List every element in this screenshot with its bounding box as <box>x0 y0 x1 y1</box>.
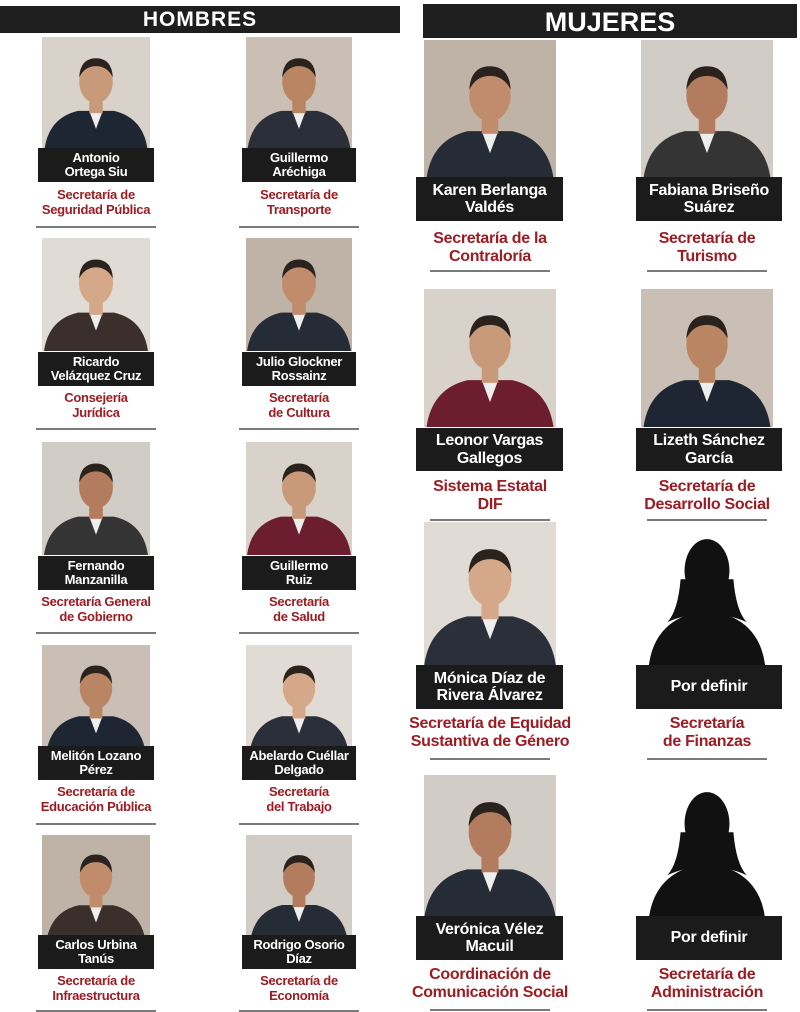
official-name: Carlos Urbina Tanús <box>38 935 154 969</box>
official-name: Mónica Díaz de Rivera Álvarez <box>416 665 563 709</box>
official-position: Secretaría de Equidad Sustantiva de Género <box>409 715 571 750</box>
official-position: Sistema Estatal DIF <box>433 478 547 513</box>
portrait-photo <box>42 37 150 149</box>
portrait-photo <box>424 40 556 178</box>
official-position: Secretaría de Seguridad Pública <box>41 187 151 217</box>
official-name: Leonor Vargas Gallegos <box>416 428 563 471</box>
official-name: Ricardo Velázquez Cruz <box>38 352 154 386</box>
portrait-photo <box>641 289 773 427</box>
official-position: Secretaría de Economía <box>260 973 338 1003</box>
divider-rule <box>239 226 359 228</box>
divider-rule <box>36 428 156 430</box>
women-header: MUJERES <box>423 4 797 38</box>
men-header: HOMBRES <box>0 6 400 33</box>
official-name: Guillermo Aréchiga <box>242 148 356 182</box>
official-position: Secretaría de Administración <box>650 966 764 1001</box>
divider-rule <box>647 270 767 272</box>
official-position: Secretaría de Turismo <box>658 230 756 265</box>
divider-rule <box>430 270 550 272</box>
official-position: Secretaría de Transporte <box>260 187 338 217</box>
official-position: Secretaría de Infraestructura <box>52 973 140 1003</box>
portrait-photo <box>246 442 352 555</box>
divider-rule <box>430 519 550 521</box>
portrait-photo <box>42 645 150 753</box>
portrait-photo <box>246 835 352 941</box>
official-name: Julio Glockner Rossainz <box>242 352 356 386</box>
official-name: Verónica Vélez Macuil <box>416 916 563 960</box>
portrait-photo <box>424 522 556 665</box>
portrait-photo <box>641 40 773 178</box>
divider-rule <box>647 519 767 521</box>
official-position: Secretaría de Cultura <box>268 390 330 420</box>
silhouette-icon <box>641 522 773 665</box>
official-name: Por definir <box>636 916 782 960</box>
official-name: Melitón Lozano Pérez <box>38 746 154 780</box>
official-name: Antonio Ortega Siu <box>38 148 154 182</box>
silhouette-icon <box>641 775 773 918</box>
portrait-photo <box>42 238 150 351</box>
official-name: Fabiana Briseño Suárez <box>636 177 782 221</box>
official-position: Secretaría de Educación Pública <box>40 784 152 814</box>
portrait-photo <box>246 238 352 351</box>
divider-rule <box>239 428 359 430</box>
official-position: Secretaría de Desarrollo Social <box>644 478 770 513</box>
official-name: Karen Berlanga Valdés <box>416 177 563 221</box>
official-name: Abelardo Cuéllar Delgado <box>242 746 356 780</box>
portrait-photo <box>246 645 352 753</box>
official-position: Coordinación de Comunicación Social <box>411 966 569 1001</box>
official-position: Secretaría General de Gobierno <box>41 594 151 624</box>
official-name: Fernando Manzanilla <box>38 556 154 590</box>
portrait-photo <box>424 775 556 918</box>
portrait-photo <box>42 442 150 555</box>
official-name: Por definir <box>636 665 782 709</box>
divider-rule <box>36 226 156 228</box>
divider-rule <box>430 758 550 760</box>
official-name: Rodrigo Osorio Díaz <box>242 935 356 969</box>
divider-rule <box>239 823 359 825</box>
portrait-photo <box>246 37 352 149</box>
official-name: Guillermo Ruiz <box>242 556 356 590</box>
official-position: Secretaría de Finanzas <box>662 715 752 750</box>
official-position: Secretaría de Salud <box>269 594 329 624</box>
portrait-photo <box>424 289 556 427</box>
divider-rule <box>36 632 156 634</box>
official-position: Secretaría de la Contraloría <box>433 230 547 265</box>
divider-rule <box>239 632 359 634</box>
portrait-photo <box>42 835 150 941</box>
divider-rule <box>647 758 767 760</box>
official-position: Secretaría del Trabajo <box>266 784 332 814</box>
divider-rule <box>36 823 156 825</box>
official-name: Lizeth Sánchez García <box>636 428 782 471</box>
official-position: Consejería Jurídica <box>64 390 128 420</box>
